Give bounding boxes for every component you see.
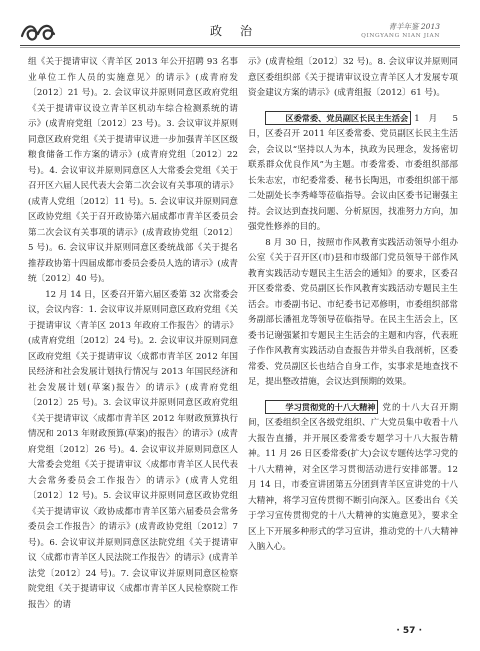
paragraph: 12 月 14 日，区委召开第六届区委第 32 次常委会议，会议内容：1. 会议审议并原则同意区政府党组《关于提请审议〈青羊区 2013 年政府工作报告〉的请示》(成青府党组〔2012〕24 号)。2. 会议审议并原则同意区政府党组《关于提请审议〈成都市青羊区 2012 年国民经济和社会发展计划执行情况与 2013 年国民经济和社会发展计划(草案)报告〉的请示》(成青府党组〔2012〕25 号)。3. 会议审议并原则同意区政府党组《关于提请审议〈成都市青羊区 2012 年财政预算执行情况和 2013 年财政预算(草案)的报告〉的请示》(成青府党组〔2012〕26 号)。4. 会议审议并原则同意区人大常委会党组《关于提请审议〈成都市青羊区人民代表大会常务委员会工作报告〉的请示》(成青人党组〔2012〕12 号)。5. 会议审议并原则同意区政协党组《关于提请审议〈政协成都市青羊区第六届委员会常务委员会工作报告〉的请示》(成青政协党组〔2012〕7 号)。6. 会议审议并原则同意区法院党组《关于提请审议〈成都市青羊区人民法院工作报告〉的请示》(成青羊法党〔2012〕24 号)。7. 会议审议并原则同意区检察院党组《关于提请审议〈成都市青羊区人民检察院工作报告〉的请 bbox=[28, 289, 238, 610]
section-heading-box: 学习贯彻党的十八大精神 bbox=[265, 400, 378, 414]
section-heading-box: 区委常委、党员副区长民主生活会 bbox=[265, 111, 411, 125]
header-rule-thin bbox=[20, 47, 460, 48]
left-column bbox=[28, 55, 238, 615]
paragraph: 8 月 30 日，按照市作风教育实践活动领导小组办公室《关于召开区(市)县和市级部门党员领导干部作风教育实践活动专题民主生活会的通知》的要求，区委召开区委常委、党员副区长作风教育实践活动专题民主生活会。市委副书记、市纪委书记邓修明，市委组织部常务副部长潘祖龙等领导莅临指导。在民主生活会上，区委书记谢强紧扣专题民主生活会的主题和内容，代表班子作作风教育实践活动自查报告并带头自我剖析，区委常委、党员副区长也结合自身工作，实事求是地查找不足，提出整改措施，会议达到预期的效果。 bbox=[248, 237, 458, 387]
paragraph: 示》(成青检组〔2012〕32 号)。8. 会议审议并原则同意区委组织部《关于提请审议设立青羊区人才发展专项资金建议方案的请示》(成青组报〔2012〕61 号)。 bbox=[248, 57, 458, 98]
yearbook-pinyin: QINGYANG NIAN JIAN bbox=[361, 33, 440, 39]
header-rule bbox=[20, 45, 460, 46]
page-number: · 57 · bbox=[396, 626, 422, 636]
right-column bbox=[248, 55, 458, 615]
section-title: 政治 bbox=[209, 24, 270, 38]
page-header bbox=[0, 0, 480, 56]
section-body: 1 月 5 日，区委召开 2011 年区委常委、党员副区长民主生活会，会议以“坚持以人为本，执政为民理念，发扬密切联系群众优良作风”为主题。市委常委、市委组织部部长朱志宏，市纪委常委、秘书长陶迅，市委组织部干部二处副处长李秀峰等莅临指导。会议由区委书记谢强主持。会议达到查找问题、分析原因，找准努力方向，加强党性修养的目的。 bbox=[248, 113, 458, 232]
section-paragraph bbox=[248, 111, 458, 236]
section-paragraph bbox=[248, 400, 458, 556]
yearbook-title: 青羊年鉴 2013 bbox=[388, 22, 440, 31]
section-body: 党的十八大召开期间，区委组织全区各级党组织、广大党员集中收看十八大报告直播，并开展区委常委专题学习十八大报告精神。11 月 26 日区委常委(扩大)会议专题传达学习党的十八大精神，对全区学习贯彻活动进行安排部署。12 月 14 日，市委宣讲团第五分团到青羊区宣讲党的十八大精神，将学习宣传贯彻不断引向深入。区委出台《关于学习宣传贯彻党的十八大精神的实施意见》，要求全区上下开展多种形式的学习宣讲，推动党的十八大精神入脑入心。 bbox=[248, 402, 458, 552]
paragraph: 组《关于提请审议〈青羊区 2013 年公开招聘 93 名事业单位工作人员的实施意见〉的请示》(成青府发〔2012〕21 号)。2. 会议审议并原则同意区政府党组《关于提请审议设立青羊区机动车综合检测系统的请示》(成青府党组〔2012〕23 号)。3. 会议审议并原则同意区政府党组《关于提请审议进一步加强青羊区区级粮食储备工作方案的请示》(成青府党组〔2012〕22 号)。4. 会议审议并原则同意区人大常委会党组《关于召开区六届人民代表大会第二次会议有关事项的请示》(成青人党组〔2012〕11 号)。5. 会议审议并原则同意区政协党组《关于召开政协第六届成都市青羊区委员会第二次会议有关事项的请示》(成青政协党组〔2012〕5 号)。6. 会议审议并原则同意区委统战部《关于提名推荐政协第十四届成都市委员会委员人选的请示》(成青统〔2012〕40 号)。 bbox=[28, 57, 238, 284]
